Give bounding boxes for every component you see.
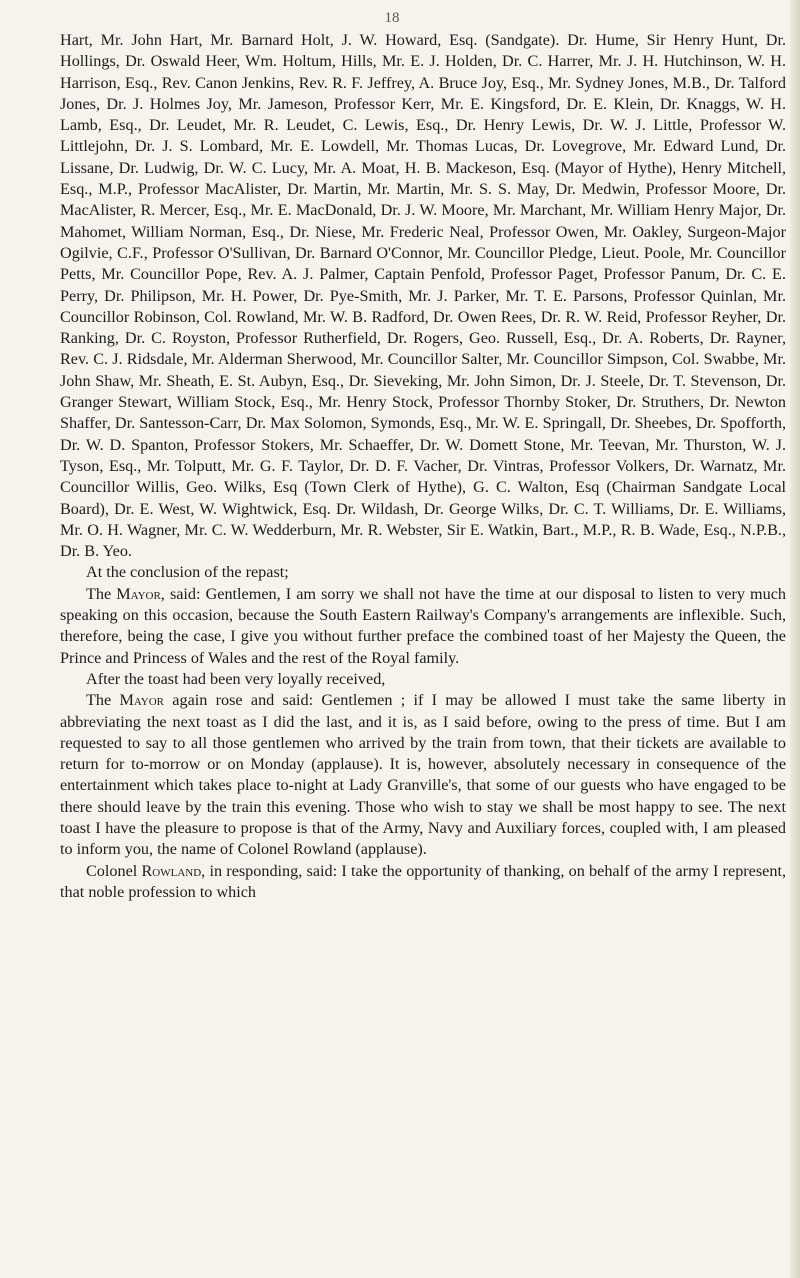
speech-text: said: Gentlemen, I am sorry we shall not have the time at our disposal to listen to very much speaking on this occasion, because the South Eastern Railway's Company's arrangements are inflexible. Such, therefore, being the case, I give you without further preface the combined toast of her Majesty the Queen, the Prince and Princess of Wales and the rest of the Royal family. <box>60 584 786 667</box>
speech-lead: Colonel <box>86 861 142 880</box>
guest-list-paragraph: Hart, Mr. John Hart, Mr. Barnard Holt, J. W. Howard, Esq. (Sandgate). Dr. Hume, Sir Henry Hunt, Dr. Hollings, Dr. Oswald Heer, Wm. Holtum, Hills, Mr. E. J. Holden, Dr. C. Harrer, Mr. J. H. Hutchinson, W. H. Harrison, Esq., Rev. Canon Jenkins, Rev. R. F. Jeffrey, A. Bruce Joy, Esq., Mr. Sydney Jones, M.B., Dr. Talford Jones, Dr. J. Holmes Joy, Mr. Jameson, Professor Kerr, Mr. E. Kingsford, Dr. E. Klein, Dr. Knaggs, W. H. Lamb, Esq., Dr. Leudet, Mr. R. Leudet, C. Lewis, Esq., Dr. Henry Lewis, Dr. W. J. Little, Professor W. Littlejohn, Dr. J. S. Lombard, Mr. E. Lowdell, Mr. Thomas Lucas, Dr. Lovegrove, Mr. Edward Lund, Dr. Lissane, Dr. Ludwig, Dr. W. C. Lucy, Mr. A. Moat, H. B. Mackeson, Esq. (Mayor of Hythe), Henry Mitchell, Esq., M.P., Professor MacAlister, Dr. Martin, Mr. Martin, Mr. S. S. May, Dr. Medwin, Professor Moore, Dr. MacAlister, R. Mercer, Esq., Mr. E. MacDonald, Dr. J. W. Moore, Mr. Marchant, Mr. William Henry Major, Dr. Mahomet, William Norman, Esq., Dr. Niese, Mr. Frederic Neal, Professor Owen, Mr. Oakley, Surgeon-Major Ogilvie, C.F., Professor O'Sullivan, Dr. Barnard O'Connor, Mr. Councillor Pledge, Lieut. Poole, Mr. Councillor Petts, Mr. Councillor Pope, Rev. A. J. Palmer, Captain Penfold, Professor Paget, Professor Panum, Dr. C. E. Perry, Dr. Philipson, Mr. H. Power, Dr. Pye-Smith, Mr. J. Parker, Mr. T. E. Parsons, Professor Quinlan, Mr. Councillor Robinson, Col. Rowland, Mr. W. B. Radford, Dr. Owen Rees, Dr. R. W. Reid, Professor Reyher, Dr. Ranking, Dr. C. Royston, Professor Rutherfield, Dr. Rogers, Geo. Russell, Esq., Dr. A. Roberts, Dr. Rayner, Rev. C. J. Ridsdale, Mr. Alderman Sherwood, Mr. Councillor Salter, Mr. Councillor Simpson, Col. Swabbe, Mr. John Shaw, Mr. Sheath, E. St. Aubyn, Esq., Dr. Sieveking, Mr. John Simon, Dr. J. Steele, Dr. T. Stevenson, Dr. Granger Stewart, William Stock, Esq., Mr. Henry Stock, Professor Thornby Stoker, Dr. Struthers, Dr. Newton Shaffer, Dr. Santesson-Carr, Dr. Max Solomon, Symonds, Esq., Mr. W. E. Springall, Dr. Sheebes, Dr. Spofforth, Dr. W. D. Spanton, Professor Stokers, Mr. Schaeffer, Dr. W. Domett Stone, Mr. Teevan, Mr. Thurston, W. J. Tyson, Esq., Mr. Tolputt, Mr. G. F. Taylor, Dr. D. F. Vacher, Dr. Vintras, Professor Volkers, Dr. Warnatz, Mr. Councillor Willis, Geo. Wilks, Esq (Town Clerk of Hythe), G. C. Walton, Esq (Chairman Sandgate Local Board), Dr. E. West, W. Wightwick, Esq. Dr. Wildash, Dr. George Wilks, Dr. C. T. Williams, Dr. E. Williams, Mr. O. H. Wagner, Mr. C. W. Wedderburn, Mr. R. Webster, Sir E. Watkin, Bart., M.P., R. B. Wade, Esq., N.P.B., Dr. B. Yeo. <box>60 31 786 561</box>
mayor-first-speech <box>60 584 786 669</box>
document-body <box>60 30 786 903</box>
page-edge-shadow <box>790 0 800 1278</box>
rowland-response <box>60 861 786 904</box>
speaker-name: Mayor <box>119 691 165 710</box>
mayor-second-speech <box>60 690 786 860</box>
speaker-name: Rowland, <box>141 861 206 880</box>
speech-lead: The <box>86 691 120 710</box>
toast-received-paragraph: After the toast had been very loyally received, <box>86 669 386 688</box>
page-number: 18 <box>384 10 400 26</box>
speech-lead: The <box>86 584 117 603</box>
speech-text: in responding, said: I take the opportunity of thanking, on behalf of the army I represent, that noble profession to which <box>60 861 786 901</box>
speaker-name: Mayor, <box>116 584 165 603</box>
repast-paragraph: At the conclusion of the repast; <box>86 563 289 582</box>
speech-text: again rose and said: Gentlemen ; if I may be allowed I must take the same liberty in abbreviating the next toast as I did the last, and it is, as I said before, owing to the press of time. But I am requested to say to all those gentlemen who arrived by the train from town, that their tickets are available to return for to-morrow or on Monday (applause). It is, however, absolutely necessary in consequence of the entertainment which takes place to-night at Lady Granville's, that some of our guests who have engaged to be there should leave by the train this evening. Those who wish to stay we shall be most happy to see. The next toast I have the pleasure to propose is that of the Army, Navy and Auxiliary forces, coupled with, I am pleased to inform you, the name of Colonel Rowland (applause). <box>60 691 786 859</box>
